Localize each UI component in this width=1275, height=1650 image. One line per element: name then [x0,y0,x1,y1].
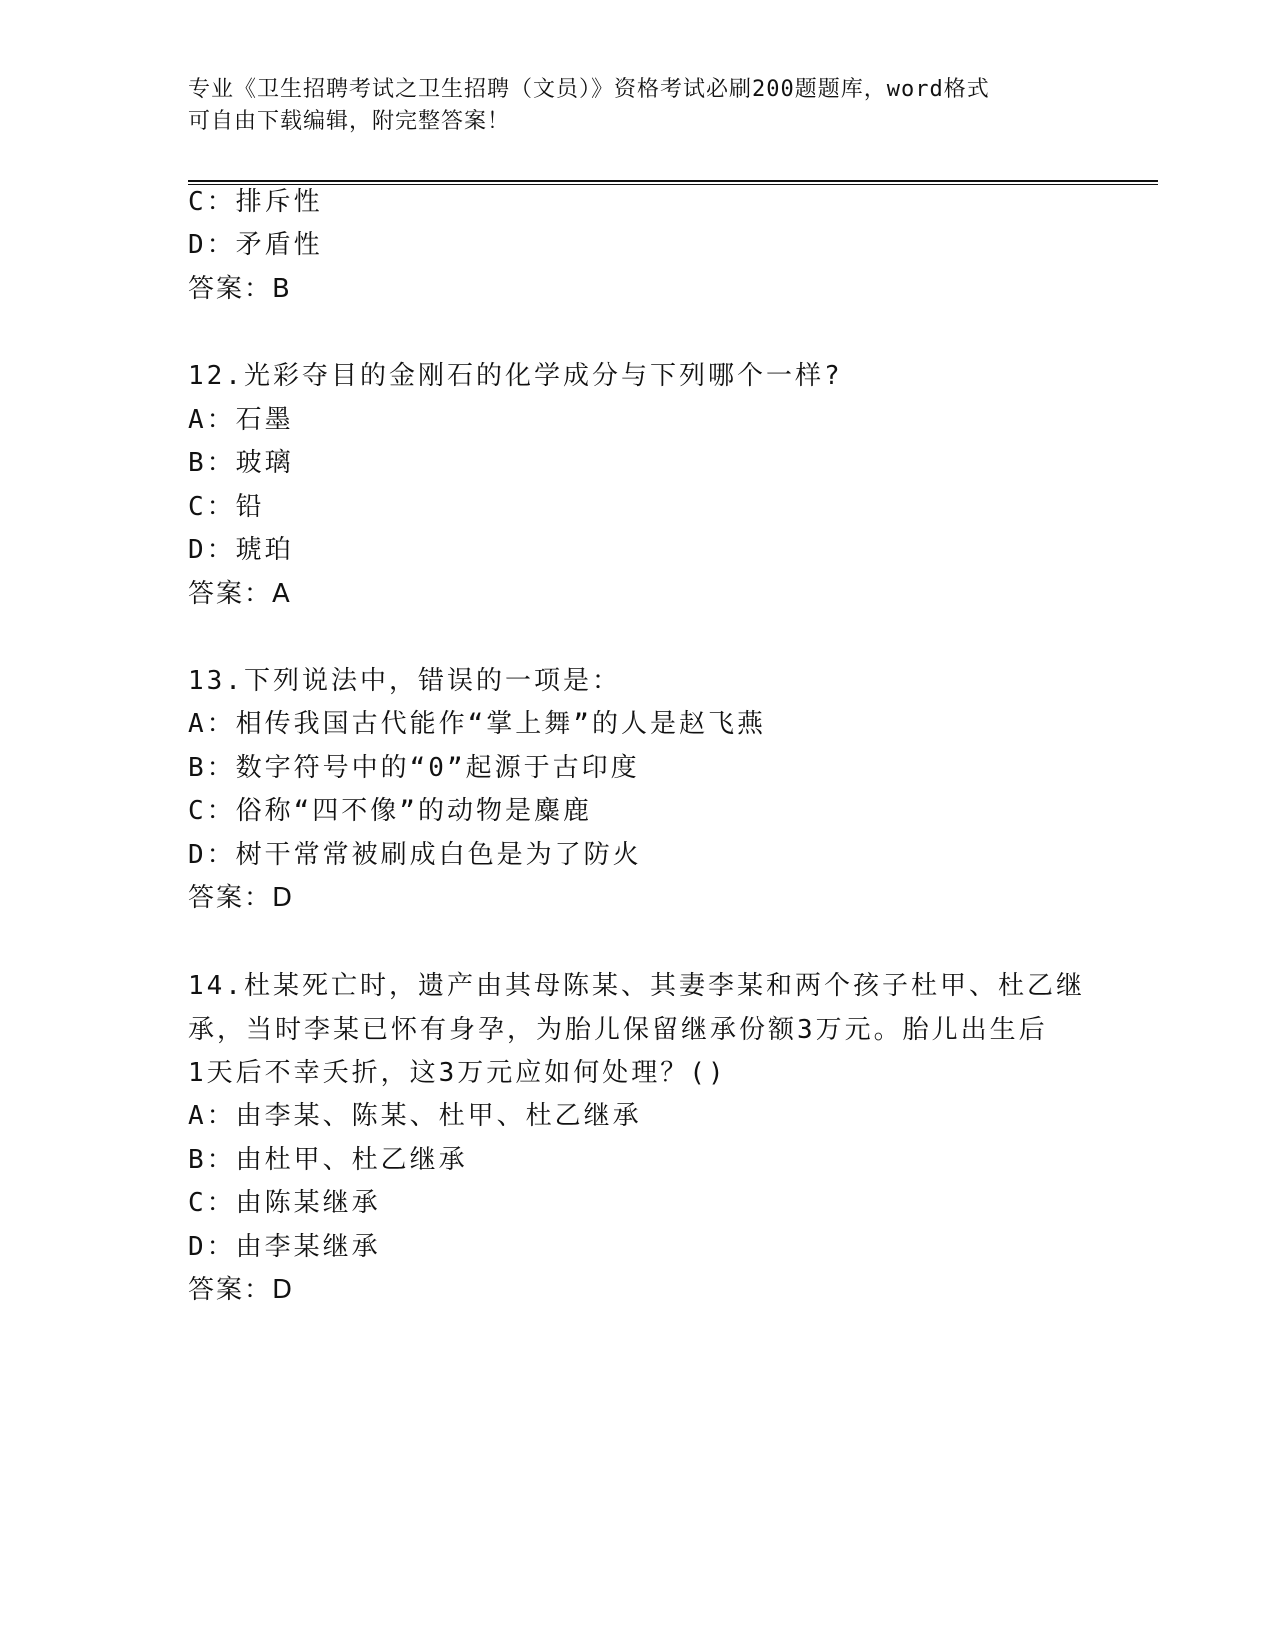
q14-option-a: A：由李某、陈某、杜甲、杜乙继承 [188,1101,642,1131]
q14-option-c: C：由陈某继承 [188,1188,381,1218]
q11-answer: 答案：B [188,274,292,304]
q12-answer: 答案：A [188,579,292,609]
q14-option-d: D：由李某继承 [188,1232,381,1262]
q12-option-c: C：铅 [188,492,265,522]
q13-answer: 答案：D [188,883,295,913]
q12-question: 12.光彩夺目的金刚石的化学成分与下列哪个一样? [188,361,843,391]
header-divider [188,180,1158,185]
q14-answer: 答案：D [188,1275,295,1305]
header-title-line1: 专业《卫生招聘考试之卫生招聘（文员）》资格考试必刷200题题库，word格式 [188,77,990,102]
q14-question-line3: 1天后不幸夭折，这3万元应如何处理？() [188,1058,727,1088]
q12-option-d: D：琥珀 [188,535,294,565]
q13-question: 13.下列说法中，错误的一项是： [188,666,621,696]
header-title-line2: 可自由下载编辑，附完整答案！ [188,109,511,134]
q13-option-a: A：相传我国古代能作“掌上舞”的人是赵飞燕 [188,709,766,739]
q11-option-c: C：排斥性 [188,187,323,217]
q14-question-line2: 承，当时李某已怀有身孕，为胎儿保留继承份额3万元。胎儿出生后 [188,1015,1048,1045]
q12-option-b: B：玻璃 [188,448,294,478]
q12-option-a: A：石墨 [188,405,294,435]
document-header [188,74,1068,138]
q14-question-line1: 14.杜某死亡时，遗产由其母陈某、其妻李某和两个孩子杜甲、杜乙继 [188,971,1085,1001]
q11-option-d: D：矛盾性 [188,230,323,260]
q13-option-c: C：俗称“四不像”的动物是麋鹿 [188,796,592,826]
q14-option-b: B：由杜甲、杜乙继承 [188,1145,468,1175]
q13-option-d: D：树干常常被刷成白色是为了防火 [188,840,642,870]
q13-option-b: B：数字符号中的“0”起源于古印度 [188,753,640,783]
